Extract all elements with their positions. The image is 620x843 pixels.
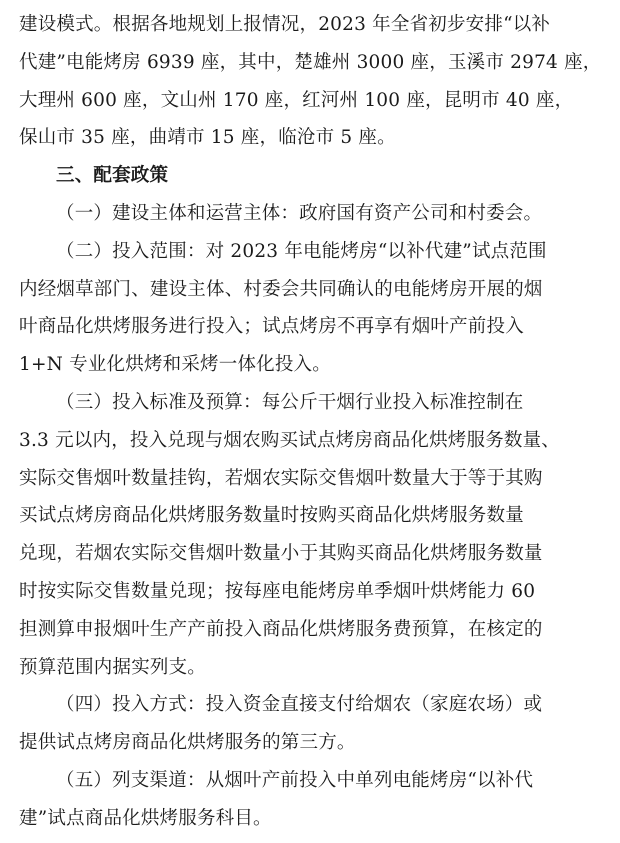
paragraph-line: （三）投入标准及预算：每公斤干烟行业投入标准控制在: [56, 391, 524, 413]
paragraph-line: 预算范围内据实列支。: [19, 656, 207, 678]
paragraph-line: 建设模式。根据各地规划上报情况，2023 年全省初步安排“以补: [19, 14, 551, 35]
paragraph-line: 实际交售烟叶数量挂钩，若烟农实际交售烟叶数量大于等于其购: [19, 467, 543, 489]
paragraph-line: 买试点烤房商品化烘烤服务数量时按购买商品化烘烤服务数量: [19, 505, 524, 527]
paragraph-line: 保山市 35 座，曲靖市 15 座，临沧市 5 座。: [19, 127, 396, 149]
paragraph-line: 时按实际交售数量兑现；按每座电能烤房单季烟叶烘烤能力 60: [19, 580, 536, 602]
paragraph-line: 大理州 600 座，文山州 170 座，红河州 100 座，昆明市 40 座，: [19, 89, 574, 111]
paragraph-line: （二）投入范围：对 2023 年电能烤房“以补代建”试点范围: [56, 240, 547, 262]
paragraph-line: 叶商品化烘烤服务进行投入；试点烤房不再享有烟叶产前投入: [19, 316, 524, 338]
paragraph-line: 代建”电能烤房 6939 座，其中，楚雄州 3000 座，玉溪市 2974 座，: [19, 51, 602, 73]
paragraph-line: 建”试点商品化烘烤服务科目。: [19, 807, 272, 829]
paragraph-line: 提供试点烤房商品化烘烤服务的第三方。: [19, 732, 356, 754]
paragraph-line: （四）投入方式：投入资金直接支付给烟农（家庭农场）或: [56, 694, 543, 716]
paragraph-line: 兑现，若烟农实际交售烟叶数量小于其购买商品化烘烤服务数量: [19, 543, 543, 565]
paragraph-line: 担测算申报烟叶生产产前投入商品化烘烤服务费预算，在核定的: [19, 618, 543, 640]
paragraph-line: （一）建设主体和运营主体：政府国有资产公司和村委会。: [56, 202, 543, 224]
paragraph-line: 3.3 元以内，投入兑现与烟农购买试点烤房商品化烘烤服务数量、: [19, 429, 561, 451]
section-heading: 三、配套政策: [56, 165, 169, 187]
paragraph-line: 内经烟草部门、建设主体、村委会共同确认的电能烤房开展的烟: [19, 278, 543, 300]
paragraph-line: 1+N 专业化烘烤和采烤一体化投入。: [19, 354, 331, 376]
paragraph-line: （五）列支渠道：从烟叶产前投入中单列电能烤房“以补代: [56, 769, 534, 791]
